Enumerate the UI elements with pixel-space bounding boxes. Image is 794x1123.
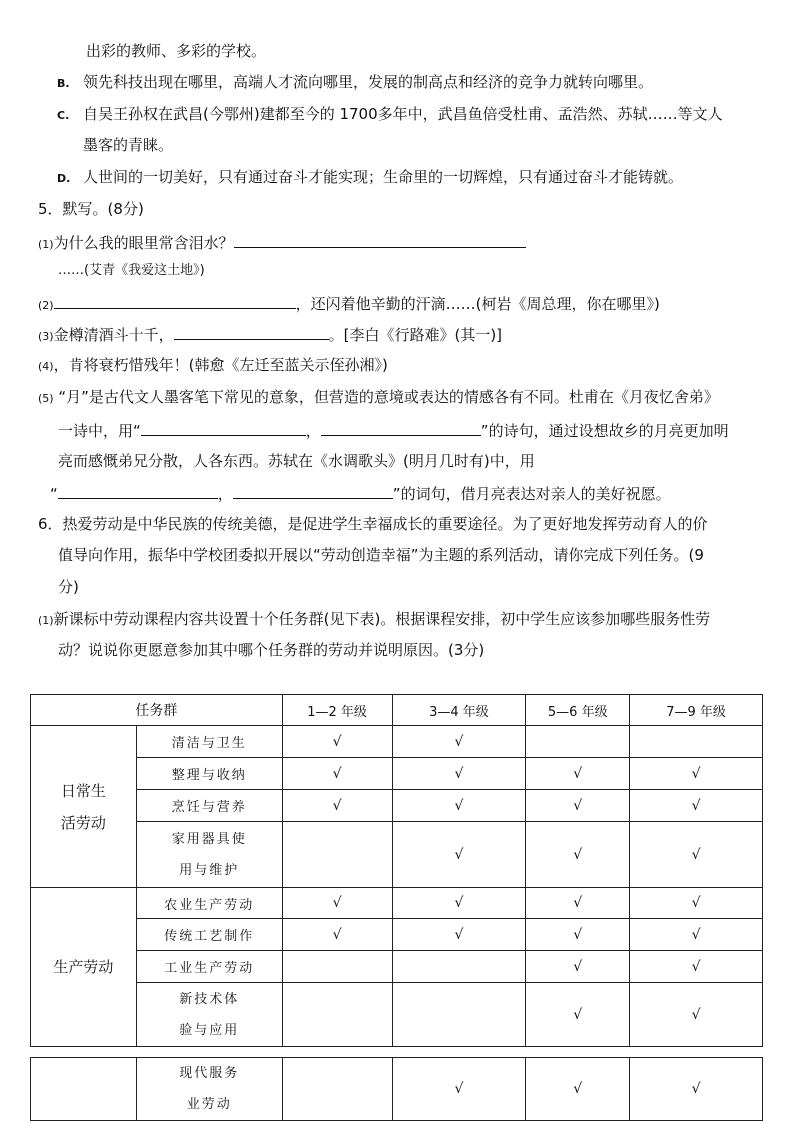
option-b-label: B. — [57, 77, 70, 90]
q5-sub5-line2-tail: ”的诗句，通过设想故乡的月亮更加明 — [480, 422, 729, 440]
check-cell: √ — [282, 919, 392, 951]
q6-line2: 值导向作用，振华中学校团委拟开展以“劳动创造幸福”为主题的系列活动，请你完成下列任务。(9 — [58, 546, 704, 564]
check-cell: √ — [630, 790, 763, 822]
q5-sub5-line4 — [50, 482, 671, 504]
task-name-line2: 业劳动 — [186, 1097, 232, 1112]
task-name — [136, 1058, 282, 1121]
q5-sub5-number: (5) — [38, 392, 54, 405]
check-cell: √ — [392, 822, 526, 888]
check-cell: √ — [526, 983, 630, 1047]
option-d-label: D. — [57, 172, 71, 185]
check-cell: √ — [526, 888, 630, 919]
check-cell: √ — [282, 790, 392, 822]
check-cell: √ — [526, 919, 630, 951]
q5-sub2-text: ，还闪着他辛勤的汗滴……(柯岩《周总理，你在哪里》) — [295, 295, 660, 313]
q6-sub1-number: (1) — [38, 614, 54, 627]
task-name-line1: 现代服务 — [179, 1066, 240, 1081]
check-cell: √ — [630, 951, 763, 983]
header-grade-5-6: 5—6 年级 — [526, 695, 630, 726]
q5-sub1-blank[interactable] — [234, 231, 526, 248]
check-cell: √ — [392, 888, 526, 919]
q5-sub3-text1: 金樽清酒斗十千， — [53, 326, 174, 344]
option-a-continuation: 出彩的教师、多彩的学校。 — [86, 42, 267, 60]
header-task-group: 任务群 — [31, 695, 283, 726]
task-name — [136, 822, 282, 888]
check-cell: √ — [630, 888, 763, 919]
q5-sub5-line1 — [38, 387, 719, 409]
q5-sub2 — [38, 292, 660, 316]
check-cell — [392, 951, 526, 983]
table-spacer-row — [31, 1047, 763, 1058]
group-service — [31, 1058, 137, 1121]
check-cell: √ — [526, 822, 630, 888]
q5-sub1 — [38, 231, 526, 255]
q5-sub5-text: “月”是古代文人墨客笔下常见的意象，但营造的意境或表达的情感各有不同。杜甫在《月夜忆舍弟》 — [58, 388, 719, 406]
q5-sub5-comma2: ， — [217, 485, 233, 503]
task-name-line1: 新技术体 — [179, 991, 240, 1007]
task-name: 烹饪与营养 — [136, 790, 282, 822]
check-cell — [282, 1058, 392, 1121]
q5-sub5-blank4[interactable] — [233, 482, 393, 499]
q6-sub1-line2: 动？说说你更愿意参加其中哪个任务群的劳动并说明原因。(3分) — [58, 641, 485, 659]
option-c-continuation: 墨客的青睐。 — [83, 136, 174, 154]
option-d — [57, 167, 683, 189]
q5-sub5-comma: ， — [305, 422, 321, 440]
q6-sub1-text: 新课标中劳动课程内容共设置十个任务群(见下表)。根据课程安排，初中学生应该参加哪些服务性劳 — [53, 610, 711, 628]
check-cell: √ — [630, 758, 763, 790]
check-cell: √ — [282, 726, 392, 758]
q5-sub5-blank3[interactable] — [58, 482, 218, 499]
q5-sub5-line4-lead: “ — [50, 485, 58, 503]
option-b — [57, 72, 653, 94]
option-c-label: C. — [57, 109, 70, 122]
check-cell: √ — [526, 758, 630, 790]
option-b-text: 领先科技出现在哪里，高端人才流向哪里，发展的制高点和经济的竞争力就转向哪里。 — [83, 73, 654, 91]
check-cell: √ — [392, 1058, 526, 1121]
q5-sub4-text: ，肯将衰朽惜残年！(韩愈《左迁至蓝关示侄孙湘》) — [53, 356, 388, 374]
task-name-line2: 用与维护 — [179, 862, 240, 878]
table-row — [31, 983, 763, 1047]
q5-sub4-number: (4) — [38, 360, 54, 373]
check-cell: √ — [526, 1058, 630, 1121]
q5-sub3-number: (3) — [38, 330, 54, 343]
check-cell: √ — [630, 1058, 763, 1121]
q5-sub5-blank1[interactable] — [141, 419, 306, 436]
task-name-line2: 验与应用 — [179, 1022, 240, 1038]
q5-sub1-text: 为什么我的眼里常含泪水？ — [53, 234, 234, 252]
q6-sub1-line1 — [38, 609, 710, 631]
check-cell: √ — [392, 726, 526, 758]
check-cell: √ — [630, 983, 763, 1047]
option-c — [57, 104, 723, 126]
check-cell — [282, 822, 392, 888]
table-row — [31, 726, 763, 758]
table-row — [31, 758, 763, 790]
task-name-line1: 家用器具使 — [171, 831, 247, 847]
task-name: 整理与收纳 — [136, 758, 282, 790]
check-cell: √ — [630, 822, 763, 888]
header-grade-1-2: 1—2 年级 — [282, 695, 392, 726]
q5-sub5-line2-lead: 一诗中，用“ — [58, 422, 141, 440]
check-cell — [282, 951, 392, 983]
group-production: 生产劳动 — [31, 888, 137, 1047]
check-cell: √ — [630, 919, 763, 951]
option-c-text: 自吴王孙权在武昌(今鄂州)建都至今的 1700多年中，武昌鱼倍受杜甫、孟浩然、苏轼……等文人 — [83, 105, 723, 123]
table-row — [31, 790, 763, 822]
check-cell: √ — [526, 951, 630, 983]
q5-sub5-blank2[interactable] — [321, 419, 481, 436]
q5-title: 5．默写。(8分) — [38, 200, 144, 218]
task-name: 清洁与卫生 — [136, 726, 282, 758]
table-gap — [31, 1047, 763, 1058]
q6-line3: 分) — [58, 578, 79, 596]
q5-sub3 — [38, 323, 502, 347]
task-group-table — [30, 694, 763, 1121]
check-cell — [630, 726, 763, 758]
header-grade-7-9: 7—9 年级 — [630, 695, 763, 726]
q5-sub3-blank[interactable] — [174, 323, 329, 340]
table-row — [31, 1058, 763, 1121]
check-cell: √ — [392, 919, 526, 951]
table-row — [31, 919, 763, 951]
check-cell: √ — [282, 888, 392, 919]
table-row — [31, 888, 763, 919]
check-cell: √ — [282, 758, 392, 790]
task-name: 工业生产劳动 — [136, 951, 282, 983]
q5-sub5-line4-tail: ”的词句，借月亮表达对亲人的美好祝愿。 — [392, 485, 671, 503]
q5-sub1-source: ……(艾青《我爱这土地》) — [58, 263, 205, 278]
group-daily-life — [31, 726, 137, 888]
q5-sub4 — [38, 355, 388, 377]
q5-sub2-number: (2) — [38, 299, 54, 312]
q6-line1: 6．热爱劳动是中华民族的传统美德，是促进学生幸福成长的重要途径。为了更好地发挥劳动育人的价 — [38, 515, 708, 533]
task-name — [136, 983, 282, 1047]
task-name: 农业生产劳动 — [136, 888, 282, 919]
q5-sub1-number: (1) — [38, 238, 54, 251]
q5-sub2-blank[interactable] — [54, 292, 296, 309]
group-daily-life-line2: 活劳动 — [60, 813, 106, 832]
table-header-row — [31, 695, 763, 726]
check-cell — [526, 726, 630, 758]
header-grade-3-4: 3—4 年级 — [392, 695, 526, 726]
check-cell — [392, 983, 526, 1047]
check-cell: √ — [392, 758, 526, 790]
q5-sub5-line2 — [58, 419, 729, 441]
option-d-text: 人世间的一切美好，只有通过奋斗才能实现；生命里的一切辉煌，只有通过奋斗才能铸就。 — [83, 168, 684, 186]
group-daily-life-line1: 日常生 — [60, 781, 106, 800]
check-cell: √ — [392, 790, 526, 822]
task-name: 传统工艺制作 — [136, 919, 282, 951]
q5-sub5-line3: 亮而感慨弟兄分散，人各东西。苏轼在《水调歌头》(明月几时有)中，用 — [58, 452, 535, 470]
check-cell — [282, 983, 392, 1047]
table-row — [31, 951, 763, 983]
check-cell: √ — [526, 790, 630, 822]
q5-sub3-text2: 。[李白《行路难》(其一)] — [328, 326, 503, 344]
table-row — [31, 822, 763, 888]
